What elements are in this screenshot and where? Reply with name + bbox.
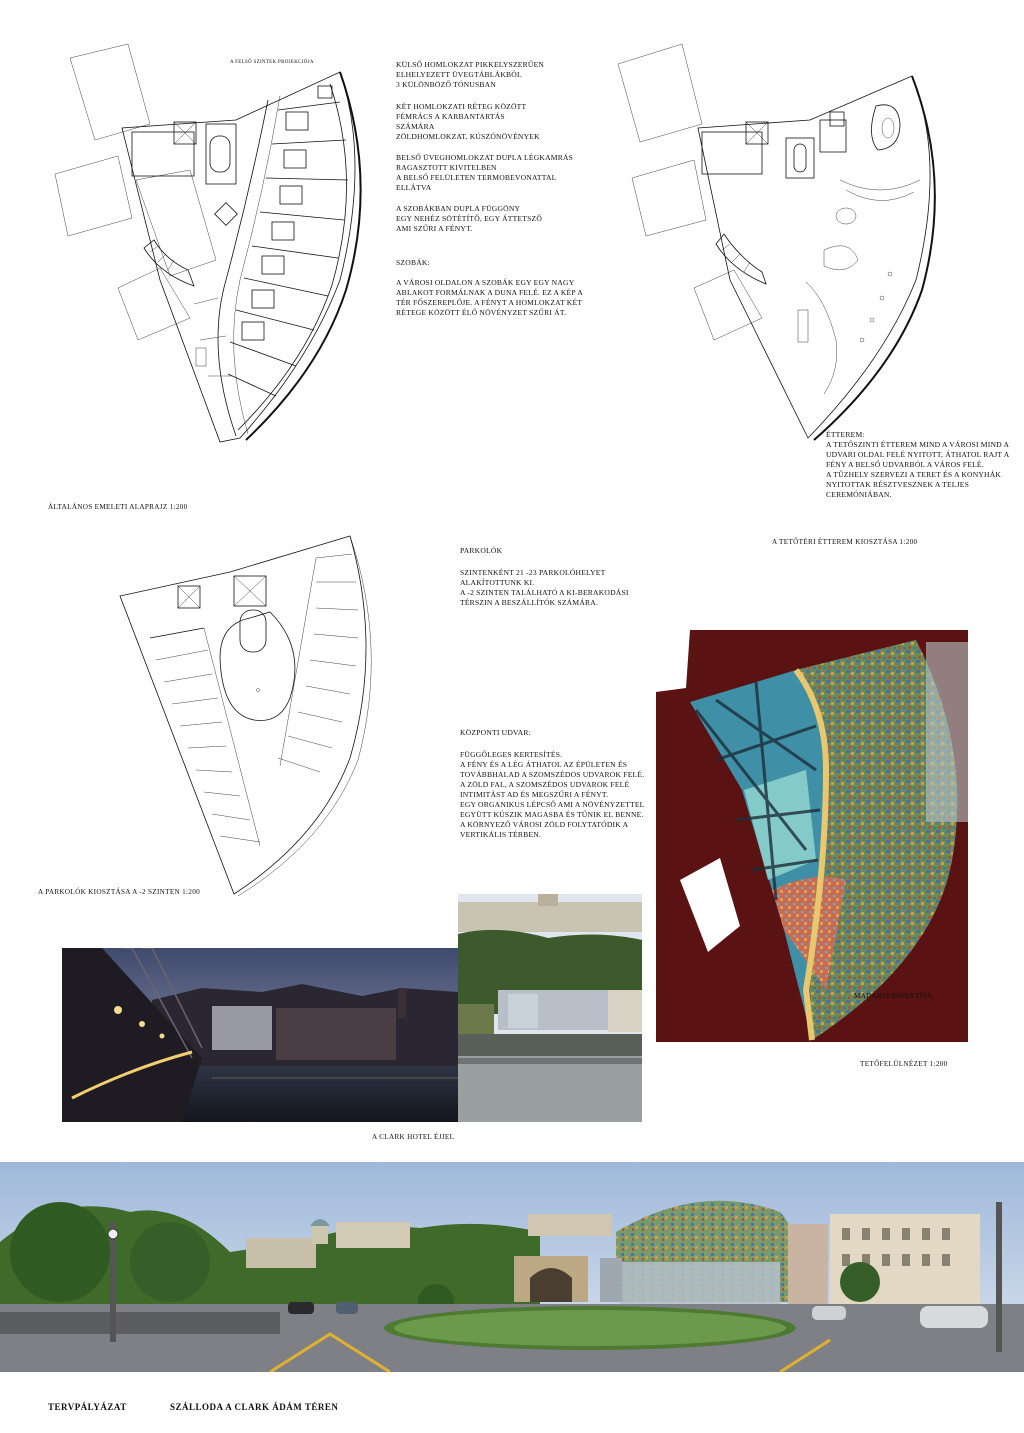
floor-plan-typical [40,40,380,480]
parking-text: SZINTENKÉNT 21 -23 PARKOLÓHELYET ALAKÍTOTTUNK KI. A -2 SZINTEN TALÁLHATÓ A KI-BERAKODÁSI TÉRSZIN A BESZÁLLÍTÓK SZÁMÁRA. [460,568,629,607]
note-facade-layers: KÉT HOMLOKZATI RÉTEG KÖZÖTT FÉMRÁCS A KARBANTARTÁS SZÁMÁRA ZÖLDHOMLOKZAT, KÚSZÓNÖVÉNYEK [396,102,540,141]
courtyard-text: FÜGGŐLEGES KERTESÍTÉS. A FÉNY ÉS A LÉG ÁTHATOL AZ ÉPÜLETEN ÉS TOVÁBBHALAD A SZOMSZÉDOS UDVAROK FELÉ. A ZÖLD FAL, A SZOMSZÉDOS UDVAROK FELÉ INTIMITÁST AD ÉS MEGSZŰRI A FÉNYT. EGY ORGANIKUS LÉPCSŐ AMI A NÖVÉNYZETTEL EGYÜTT KÚSZIK MAGASBA ÉS TŰNIK EL BENNE. A KÖRNYEZŐ VÁROSI ZÖLD FOLYTATÓDIK A VERTIKÁLIS TÉRBEN. [460,750,645,839]
restaurant-text: ÉTTEREM: A TETŐSZINTI ÉTTEREM MIND A VÁROSI MIND A UDVARI OLDAL FELÉ NYITOTT, ÁTHATOL RAJT A FÉNY A BELSŐ UDVARBÓL A VÁROS FELÉ. A TŰZHELY SZERVEZI A TERET ÉS A KONYHÁK NYITOTTAK RÉSZTVESZNEK A TELJES CEREMÓNIÁBAN. [826,430,1010,499]
night-photo [62,948,458,1122]
parking-plan [110,528,390,900]
note-rooms-text: A VÁROSI OLDALON A SZOBÁK EGY EGY NAGY ABLAKOT FORMÁLNAK A DUNA FELÉ. EZ A KÉP A TÉR FŐSZEREPLŐJE. A FÉNYT A HOMLOKZAT KÉT RÉTEGE KÖZÖTT ÉLŐ NÖVÉNYZET SZŰRI ÁT. [396,278,583,317]
footer-project-title: SZÁLLODA A CLARK ÁDÁM TÉREN [170,1402,339,1412]
birdseye-label: MADÁRPERSPEKTÍVA [854,992,933,1000]
note-facade-inner: BELSŐ ÜVEGHOMLOKZAT DUPLA LÉGKAMRÁS RAGASZTOTT KIVITELBEN A BELSŐ FELÜLETEN TERMOBEVONATTAL ELLÁTVA [396,153,574,192]
plan-top-label: A FELSŐ SZINTEK PROJEKCIÓJA [230,60,314,65]
parking-notes [460,546,660,608]
roof-plan-caption: TETŐFELÜLNÉZET 1:200 [860,1060,948,1068]
roof-birdseye-image [656,630,968,1042]
courtyard-title: KÖZPONTI UDVAR: [460,728,531,737]
restaurant-plan-caption: A TETŐTÉRI ÉTTEREM KIOSZTÁSA 1:200 [772,538,918,546]
floor-plan-restaurant [610,40,950,480]
facade-notes [396,60,616,318]
parking-title: PARKOLÓK [460,546,503,555]
photos-caption: A CLARK HOTEL ÉJJEL [372,1133,455,1141]
panorama-photo [0,1162,1024,1372]
note-curtains: A SZOBÁKBAN DUPLA FÜGGÖNY EGY NEHÉZ SÖTÉTÍTŐ, EGY ÁTTETSZŐ AMI SZŰRI A FÉNYT. [396,204,543,233]
footer-competition-label: TERVPÁLYÁZAT [48,1402,127,1412]
floor-plan-caption: ÁLTALÁNOS EMELETI ALAPRAJZ 1:200 [48,503,188,511]
day-photo [458,894,642,1122]
courtyard-notes [460,728,660,840]
note-facade-outer: KÜLSŐ HOMLOKZAT PIKKELYSZERŰEN ELHELYEZETT ÜVEGTÁBLÁKBÓL 3 KÜLÖNBÖZŐ TÓNUSBAN [396,60,545,89]
note-rooms-title: SZOBÁK: [396,258,430,267]
parking-plan-caption: A PARKOLÓK KIOSZTÁSA A -2 SZINTEN 1:200 [38,888,200,896]
